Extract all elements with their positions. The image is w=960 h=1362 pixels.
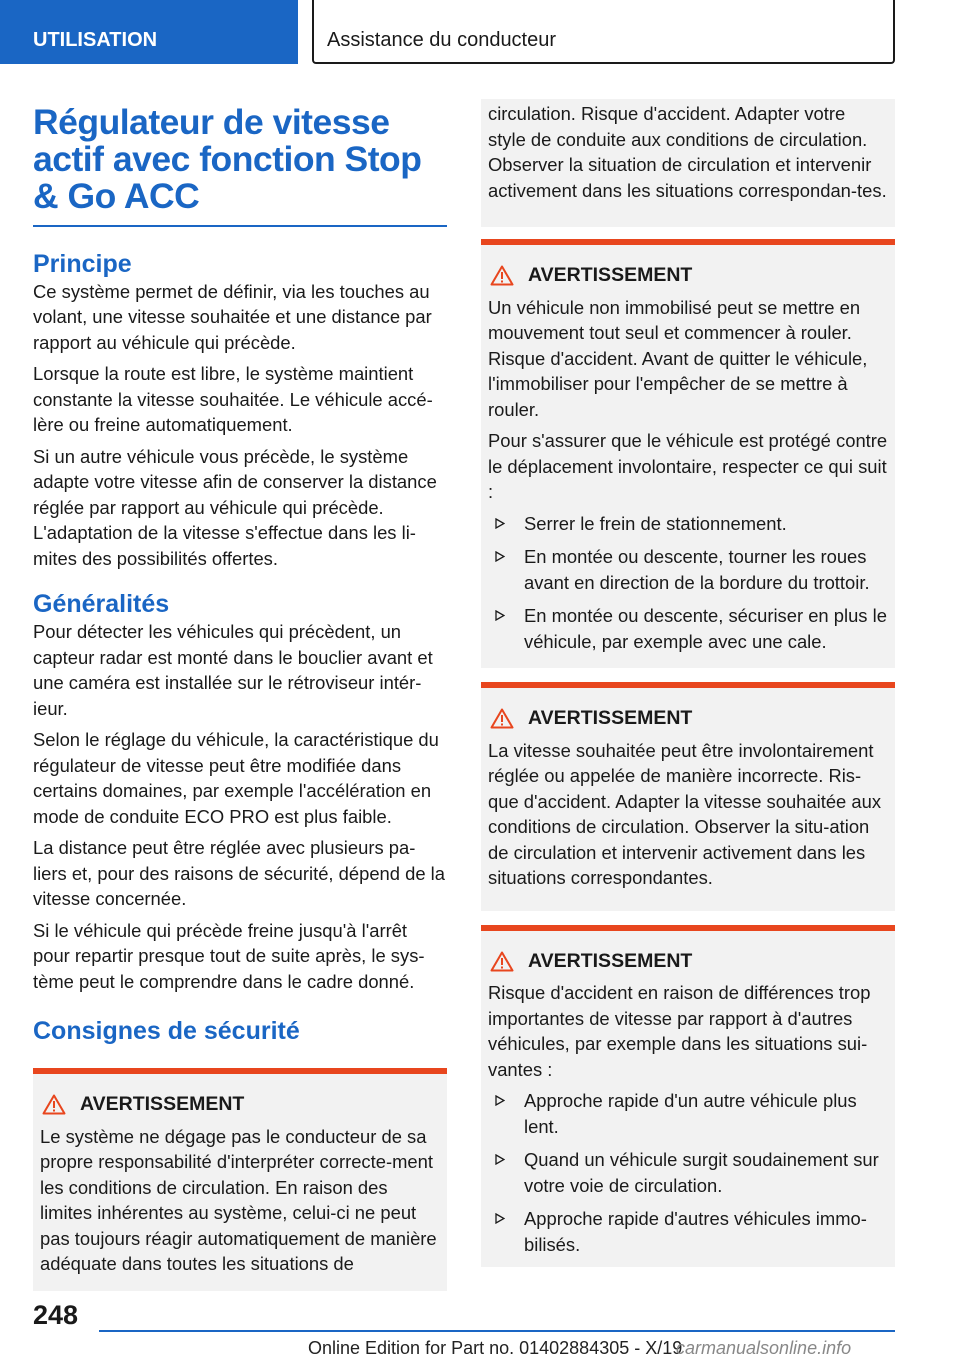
footer-rule: [99, 1330, 895, 1332]
bullet-list: [488, 511, 888, 655]
warning-box: [481, 925, 895, 1268]
paragraph: Si le véhicule qui précède freine jusqu'à l'arrêt pour repartir presque tout de suite après, le sys-tème peut le comprendre dans le cadre donné.: [33, 919, 425, 992]
warning-text: Le système ne dégage pas le conducteur de sa propre responsabilité d'interpréter correcte-ment les conditions de circulation. En raison des limites inhérentes au système, celui-ci ne peut pas toujours réagir automatiquement de manière adéquate dans toutes les situations de: [40, 1125, 437, 1274]
list-item-text: En montée ou descente, tourner les roues avant en direction de la bordure du trottoir.: [524, 546, 870, 593]
footer-edition: Online Edition for Part no. 01402884305 - X/19: [308, 1338, 683, 1358]
warning-triangle-icon: [490, 951, 514, 972]
triangle-bullet-icon: [495, 518, 505, 529]
heading-consignes: Consignes de sécurité: [33, 1017, 300, 1045]
paragraph: Lorsque la route est libre, le système maintient constante la vitesse souhaitée. Le véhicule accé-lère ou freine automatiquement.: [33, 363, 433, 435]
paragraph: Pour détecter les véhicules qui précèdent, un capteur radar est monté dans le bouclier avant et une caméra est installée sur le rétroviseur intér-ieur.: [33, 621, 433, 719]
triangle-bullet-icon: [495, 1095, 505, 1106]
list-item-text: Quand un véhicule surgit soudainement sur votre voie de circulation.: [524, 1149, 879, 1196]
paragraph: Si un autre véhicule vous précède, le système adapte votre vitesse afin de conserver la distance réglée par rapport au véhicule qui précède. L'adaptation de la vitesse s'effectue dans les li-mites des possibilités offertes.: [33, 445, 437, 569]
list-item: [488, 511, 888, 537]
section-label: UTILISATION: [33, 29, 158, 51]
heading-generalites: Généralités: [33, 590, 170, 618]
heading-principe: Principe: [33, 249, 132, 278]
right-column: [481, 99, 895, 1267]
list-item-text: Approche rapide d'un autre véhicule plus lent.: [524, 1090, 857, 1137]
triangle-bullet-icon: [495, 610, 505, 621]
list-item: [488, 1088, 888, 1139]
warning-text: Un véhicule non immobilisé peut se mettre en mouvement tout seul et commencer à rouler. Risque d'accident. Avant de quitter le véhicule, l'immobiliser pour l'empêcher de se mettre à rouler.: [488, 296, 868, 420]
page-title: Régulateur de vitesse actif avec fonction Stop & Go ACC: [33, 102, 422, 216]
warning-text: Risque d'accident en raison de différences trop importantes de vitesse par rapport à d'autres véhicules, par exemple dans les situations sui-vantes :: [488, 982, 871, 1080]
left-column: [33, 104, 447, 1291]
warning-heading: [488, 706, 888, 732]
page-number: 248: [33, 1300, 79, 1330]
warning-title: AVERTISSEMENT: [528, 949, 693, 972]
chapter-tab: [312, 0, 895, 64]
warning-box: [33, 1068, 447, 1291]
warning-text: circulation. Risque d'accident. Adapter votre style de conduite aux conditions de circulation. Observer la situation de circulation et intervenir activement dans les situations correspondan-tes.: [488, 103, 887, 201]
triangle-bullet-icon: [495, 1213, 505, 1224]
warning-box: [481, 682, 895, 911]
list-item: [488, 1147, 888, 1198]
warning-triangle-icon: [42, 1094, 66, 1115]
paragraph: La distance peut être réglée avec plusieurs pa-liers et, pour des raisons de sécurité, dépend de la vitesse concernée.: [33, 837, 445, 909]
list-item: [488, 1206, 888, 1257]
warning-text: Pour s'assurer que le véhicule est protégé contre le déplacement involontaire, respecter ce qui suit :: [488, 430, 888, 502]
list-item-text: Serrer le frein de stationnement.: [524, 512, 787, 534]
list-item-text: Approche rapide d'autres véhicules immo-bilisés.: [524, 1208, 867, 1255]
warning-box-continued: [481, 99, 895, 227]
paragraph: Ce système permet de définir, via les touches au volant, une vitesse souhaitée et une distance par rapport au véhicule qui précède.: [33, 280, 432, 353]
warning-text: La vitesse souhaitée peut être involontairement réglée ou appelée de manière incorrecte. Ris-que d'accident. Adapter la vitesse souhaitée aux conditions de circulation. Observer la situ-ation de circulation et intervenir activement dans les situations correspondantes.: [488, 739, 882, 888]
warning-title: AVERTISSEMENT: [528, 707, 693, 729]
warning-triangle-icon: [490, 708, 514, 729]
triangle-bullet-icon: [495, 551, 505, 562]
chapter-label: Assistance du conducteur: [327, 29, 557, 51]
list-item: [488, 544, 888, 595]
warning-heading: [488, 263, 888, 289]
list-item-text: En montée ou descente, sécuriser en plus le véhicule, par exemple avec une cale.: [524, 605, 887, 652]
list-item: [488, 603, 888, 654]
warning-title: AVERTISSEMENT: [528, 264, 693, 286]
warning-box: [481, 239, 895, 668]
warning-heading: [40, 1092, 440, 1118]
watermark: carmanualsonline.info: [676, 1338, 852, 1358]
paragraph: Selon le réglage du véhicule, la caractéristique du régulateur de vitesse peut être modifiée dans certains domaines, par exemple l'accélération en mode de conduite ECO PRO est plus faible.: [33, 729, 439, 827]
warning-triangle-icon: [490, 265, 514, 286]
bullet-list: [488, 1088, 888, 1257]
section-tab: [0, 0, 298, 64]
title-rule: [33, 225, 447, 227]
warning-heading: [488, 949, 888, 975]
triangle-bullet-icon: [495, 1154, 505, 1165]
warning-title: AVERTISSEMENT: [80, 1093, 245, 1115]
